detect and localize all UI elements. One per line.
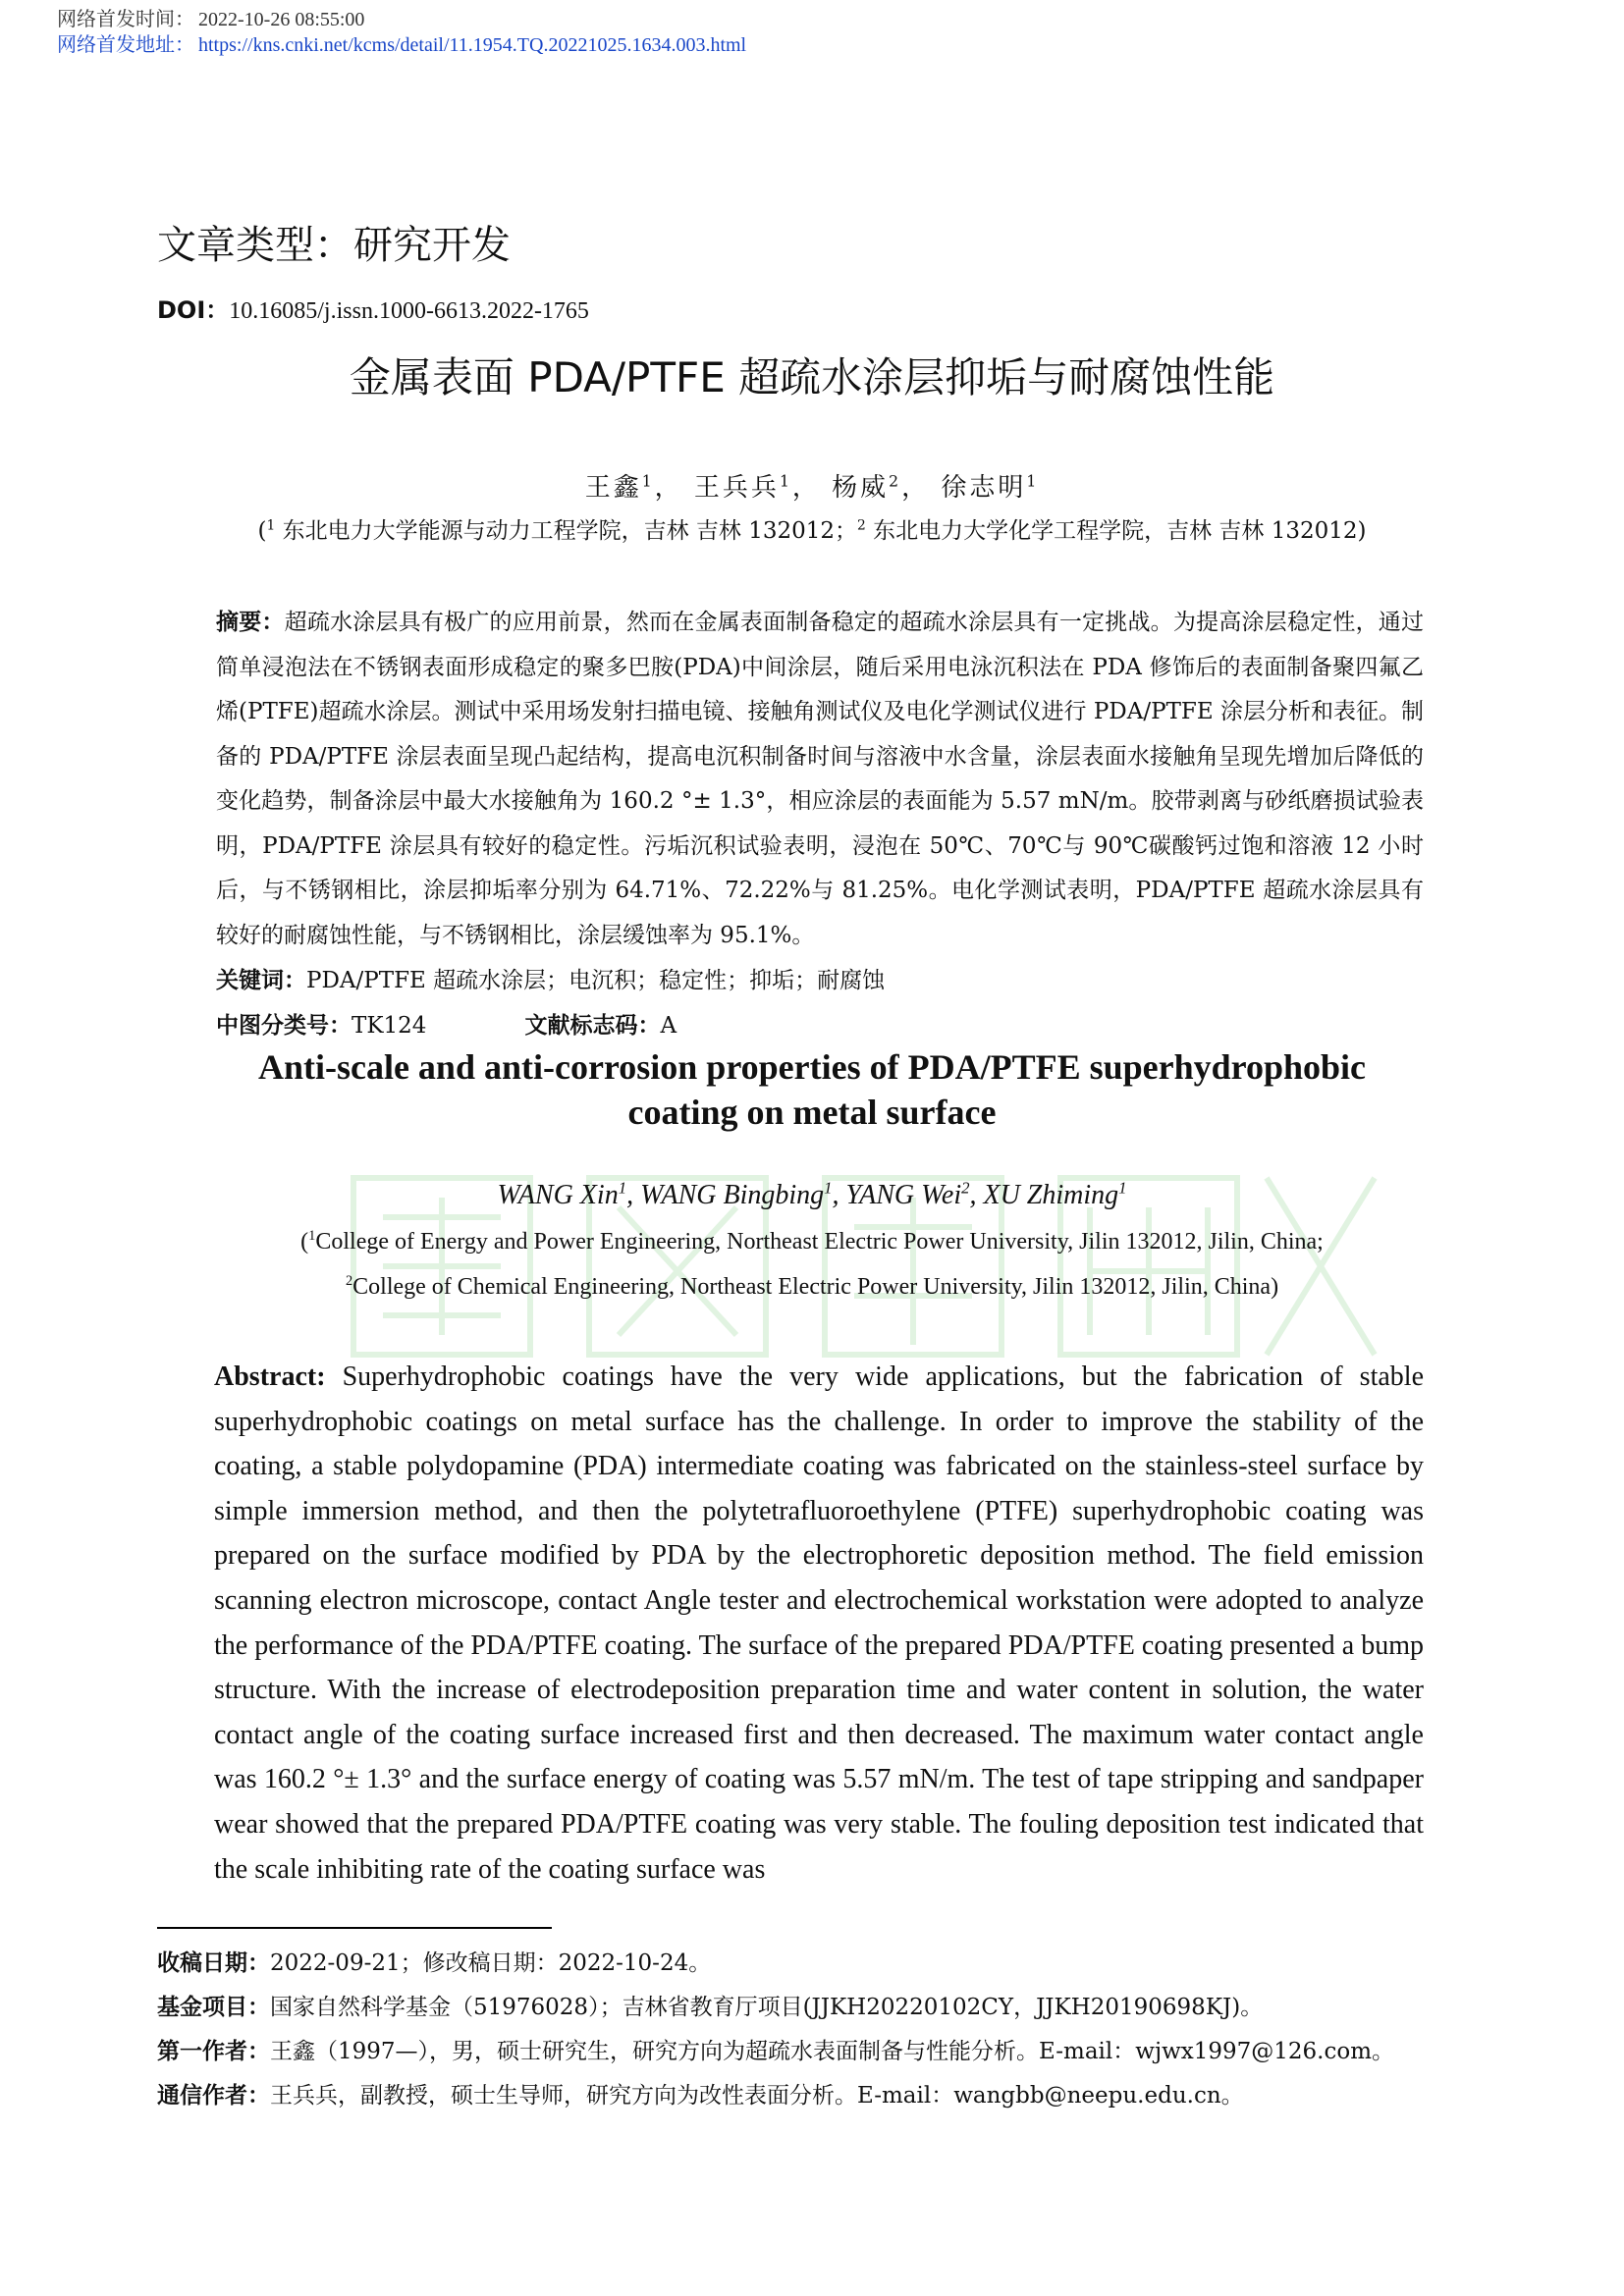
affiliations-cn (0, 512, 1624, 545)
author-en: XU Zhiming (983, 1180, 1119, 1210)
footnote-divider (157, 1927, 552, 1929)
classification (216, 1007, 677, 1040)
footnote-corresponding (157, 2074, 1483, 2118)
affiliation-1-en (0, 1229, 1624, 1255)
keywords-cn-text: PDA/PTFE 超疏水涂层；电沉积；稳定性；抑垢；耐腐蚀 (306, 968, 886, 993)
author-separator: , (969, 1180, 984, 1210)
author-affiliation-mark: 1 (824, 1178, 833, 1198)
footnote-label: 基金项目： (157, 1995, 270, 2020)
doc-code-label: 文献标志码： (524, 1013, 661, 1039)
affiliation-2-en (0, 1274, 1624, 1301)
footnote-received (157, 1942, 1483, 1986)
affiliation-mark: 1 (266, 517, 276, 534)
affiliation-mark: 2 (345, 1273, 353, 1289)
author-affiliation-mark: 1 (779, 472, 792, 491)
first-publish-url-link[interactable]: https://kns.cnki.net/kcms/detail/11.1954.TQ.20221025.1634.003.html (198, 34, 747, 56)
abstract-cn (216, 601, 1424, 958)
doi (157, 291, 589, 325)
author-en: WANG Xin (497, 1180, 619, 1210)
doi-label: DOI： (157, 296, 230, 324)
authors-cn (0, 467, 1624, 504)
author-affiliation-mark: 1 (641, 472, 655, 491)
title-en-line2: coating on metal surface (627, 1093, 997, 1132)
author-affiliation-mark: 1 (1026, 472, 1040, 491)
keywords-cn-label: 关键词： (216, 968, 306, 993)
first-publish-time-label: 网络首发时间： (57, 9, 194, 30)
author-separator: ， (901, 473, 931, 503)
clc-label: 中图分类号： (216, 1013, 352, 1039)
footnote-text: 王鑫（1997—），男，硕士研究生，研究方向为超疏水表面制备与性能分析。E-mail：wjwx1997@126.com。 (270, 2039, 1395, 2064)
authors-en (0, 1180, 1624, 1211)
doc-code-value: A (660, 1013, 677, 1039)
abstract-en-text: Superhydrophobic coatings have the very wide applications, but the fabrication of stable superhydrophobic coatings on metal surface has the challenge. In order to improve the stability of the coating, a stable polydopamine (PDA) intermediate coating was fabricated on the stainless-steel surface by simple immersion method, and then the polytetrafluoroethylene (PTFE) superhydrophobic coating was prepared on the surface modified by PDA by the electrophoretic deposition method. The field emission scanning electron microscope, contact Angle tester and electrochemical workstation were adopted to analyze the performance of the PDA/PTFE coating. The surface of the prepared PDA/PTFE coating presented a bump structure. With the increase of electrodeposition preparation time and water content in solution, the water contact angle of the coating surface increased first and then decreased. The maximum water contact angle was 160.2 °± 1.3° and the surface energy of coating was 5.57 mN/m. The test of tape stripping and sandpaper wear showed that the prepared PDA/PTFE coating was very stable. The fouling deposition test indicated that the scale inhibiting rate of the coating surface was (214, 1362, 1424, 1885)
title-en-line1: Anti-scale and anti-corrosion properties of PDA/PTFE superhydrophobic (257, 1047, 1367, 1087)
author-cn: 王兵兵 (693, 473, 780, 503)
affiliation-mark: 1 (308, 1228, 316, 1244)
affiliation-1-cn: 东北电力大学能源与动力工程学院，吉林 吉林 132012； (275, 518, 857, 544)
keywords-cn (216, 962, 885, 994)
first-publish-url-label: 网络首发地址： (57, 34, 194, 56)
affiliation-2-cn: 东北电力大学化学工程学院，吉林 吉林 132012) (865, 518, 1367, 544)
title-cn: 金属表面 PDA/PTFE 超疏水涂层抑垢与耐腐蚀性能 (349, 353, 1275, 401)
footnotes (157, 1942, 1483, 2118)
first-publish-time (57, 8, 364, 31)
author-affiliation-mark: 2 (961, 1178, 970, 1198)
abstract-en (214, 1355, 1424, 1892)
author-affiliation-mark: 1 (1118, 1178, 1127, 1198)
footnote-fund (157, 1986, 1483, 2030)
paren-open: ( (300, 1229, 309, 1255)
affiliation-2-en-text: College of Chemical Engineering, Northeast Electric Power University, Jilin 132012, Jilin, China) (352, 1274, 1279, 1300)
author-affiliation-mark: 1 (618, 1178, 627, 1198)
author-affiliation-mark: 2 (889, 472, 902, 491)
author-separator: ， (791, 473, 821, 503)
first-publish-time-value: 2022-10-26 08:55:00 (198, 9, 365, 30)
affiliation-mark: 2 (857, 517, 866, 534)
abstract-cn-text: 超疏水涂层具有极广的应用前景，然而在金属表面制备稳定的超疏水涂层具有一定挑战。为提高涂层稳定性，通过简单浸泡法在不锈钢表面形成稳定的聚多巴胺(PDA)中间涂层，随后采用电泳沉积法在 PDA 修饰后的表面制备聚四氟乙烯(PTFE)超疏水涂层。测试中采用场发射扫描电镜、接触角测试仪及电化学测试仪进行 PDA/PTFE 涂层分析和表征。制备的 PDA/PTFE 涂层表面呈现凸起结构，提高电沉积制备时间与溶液中水含量，涂层表面水接触角呈现先增加后降低的变化趋势，制备涂层中最大水接触角为 160.2 °± 1.3°，相应涂层的表面能为 5.57 mN/m。胶带剥离与砂纸磨损试验表明，PDA/PTFE 涂层具有较好的稳定性。污垢沉积试验表明，浸泡在 50℃、70℃与 90℃碳酸钙过饱和溶液 12 小时后，与不锈钢相比，涂层抑垢率分别为 64.71%、72.22%与 81.25%。电化学测试表明，PDA/PTFE 超疏水涂层具有较好的耐腐蚀性能，与不锈钢相比，涂层缓蚀率为 95.1%。 (216, 610, 1425, 948)
author-en: YANG Wei (845, 1180, 962, 1210)
clc-value: TK124 (352, 1013, 427, 1039)
author-separator: , (626, 1180, 641, 1210)
author-cn: 杨威 (832, 473, 890, 503)
footnote-label: 第一作者： (157, 2039, 270, 2064)
author-separator: ， (654, 473, 683, 503)
title-en (167, 1044, 1457, 1135)
footnote-first-author (157, 2030, 1483, 2074)
author-cn: 王鑫 (584, 473, 642, 503)
author-cn: 徐志明 (941, 473, 1027, 503)
author-separator: , (832, 1180, 846, 1210)
first-publish-url (57, 33, 746, 57)
abstract-en-label: Abstract: (214, 1362, 326, 1392)
author-en: WANG Bingbing (640, 1180, 825, 1210)
abstract-cn-label: 摘要： (216, 610, 285, 635)
footnote-text: 2022-09-21；修改稿日期：2022-10-24。 (270, 1950, 712, 1976)
doi-value[interactable]: 10.16085/j.issn.1000-6613.2022-1765 (229, 298, 589, 324)
footnote-text: 王兵兵，副教授，硕士生导师，研究方向为改性表面分析。E-mail：wangbb@neepu.edu.cn。 (270, 2083, 1244, 2109)
article-type: 文章类型：研究开发 (157, 223, 511, 268)
paren-open: ( (257, 518, 267, 544)
footnote-label: 通信作者： (157, 2083, 270, 2109)
footnote-text: 国家自然科学基金（51976028）；吉林省教育厅项目(JJKH20220102CY，JJKH20190698KJ)。 (270, 1995, 1264, 2020)
affiliation-1-en-text: College of Energy and Power Engineering, Northeast Electric Power University, Jilin 132012, Jilin, China; (315, 1229, 1324, 1255)
footnote-label: 收稿日期： (157, 1950, 270, 1976)
